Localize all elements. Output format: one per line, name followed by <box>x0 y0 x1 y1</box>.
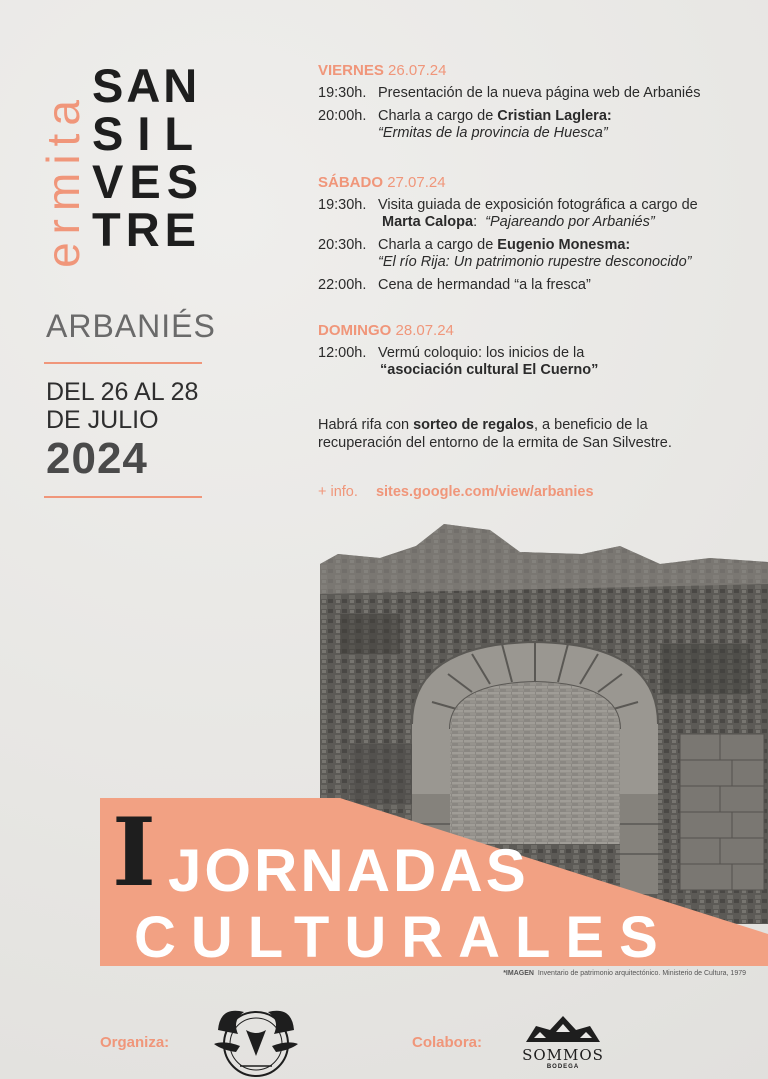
banner-line-culturales: CULTURALES <box>134 905 673 970</box>
event-time: 19:30h. <box>318 85 367 101</box>
day-heading <box>318 62 758 79</box>
organiza-label: Organiza: <box>100 1034 170 1051</box>
event-item <box>318 345 758 379</box>
colabora-label: Colabora: <box>412 1034 483 1051</box>
event-text <box>378 108 758 142</box>
event-item <box>318 277 758 294</box>
speaker-name: Eugenio Monesma: <box>497 237 631 253</box>
title-line-san: SAN <box>92 59 201 112</box>
day-date: 28.07.24 <box>395 322 454 339</box>
day-name: DOMINGO <box>318 322 392 339</box>
edition-numeral: I <box>112 798 156 908</box>
event-text <box>378 197 758 231</box>
speaker-name: Cristian Laglera: <box>497 108 612 124</box>
credit-text: Inventario de patrimonio arquitectónico. Ministerio de Cultura, 1979 <box>537 970 746 977</box>
day-date: 26.07.24 <box>388 62 447 79</box>
exhibition-title: “Pajareando por Arbaniés” <box>485 214 655 230</box>
event-pre: Charla a cargo de <box>378 237 498 253</box>
raffle-bold: sorteo de regalos <box>413 417 534 433</box>
sponsor-sub: BODEGA <box>546 1064 580 1070</box>
place-name: ARBANIÉS <box>46 308 216 344</box>
talk-title: “Ermitas de la provincia de Huesca” <box>378 125 608 141</box>
speaker-name: Marta Calopa <box>382 214 474 230</box>
talk-title: “El río Rija: Un patrimonio rupestre desconocido” <box>378 254 692 270</box>
association-name: “asociación cultural El Cuerno” <box>380 362 599 378</box>
raffle-pre: Habrá rifa con <box>318 417 414 433</box>
dates-line-2: DE JULIO <box>46 406 159 434</box>
event-pre: Charla a cargo de <box>378 108 498 124</box>
event-text <box>378 345 758 379</box>
event-time: 20:30h. <box>318 237 367 253</box>
raffle-post: , a beneficio de la recuperación del entorno de la ermita de San Silvestre. <box>318 417 672 451</box>
day-heading <box>318 174 758 191</box>
raffle-note <box>318 416 678 452</box>
event-time: 22:00h. <box>318 277 367 293</box>
event-time: 20:00h. <box>318 108 367 124</box>
el-cuerno-logo-icon <box>210 1000 302 1079</box>
day-sabado <box>318 174 758 294</box>
event-item <box>318 108 758 142</box>
day-viernes <box>318 62 758 142</box>
title-line-sil: SIL <box>92 107 208 160</box>
day-date: 27.07.24 <box>387 174 446 191</box>
event-pre: Vermú coloquio: los inicios de la <box>378 345 585 361</box>
divider-bottom <box>44 496 202 498</box>
day-name: SÁBADO <box>318 174 384 191</box>
ermita-text: ermita <box>37 92 89 268</box>
vertical-ermita-label <box>38 60 88 300</box>
title-block <box>92 59 222 256</box>
colon: : <box>473 214 478 230</box>
credit-label: *IMAGEN <box>503 970 534 977</box>
event-text <box>378 237 758 271</box>
info-label: + info. <box>318 484 358 500</box>
banner-line-jornadas: JORNADAS <box>168 837 529 904</box>
info-link[interactable]: sites.google.com/view/arbanies <box>375 484 594 500</box>
event-time: 12:00h. <box>318 345 367 361</box>
year: 2024 <box>46 434 148 483</box>
sponsor-name: SOMMOS <box>522 1046 604 1064</box>
divider-top <box>44 362 202 364</box>
event-item <box>318 85 758 102</box>
event-item <box>318 237 758 271</box>
more-info <box>318 484 594 501</box>
dates-line-1: DEL 26 AL 28 <box>46 378 199 406</box>
event-time: 19:30h. <box>318 197 367 213</box>
event-text: Cena de hermandad “a la fresca” <box>378 277 591 293</box>
title-line-ves: VES <box>92 155 205 208</box>
day-heading <box>318 322 758 339</box>
image-credit <box>503 970 746 977</box>
event-text: Presentación de la nueva página web de Arbaniés <box>378 85 701 101</box>
event-item <box>318 197 758 231</box>
title-line-tre: TRE <box>92 203 201 256</box>
day-domingo <box>318 322 758 379</box>
day-name: VIERNES <box>318 62 384 79</box>
date-range <box>46 378 198 434</box>
event-pre: Visita guiada de exposición fotográfica a cargo de <box>378 197 698 213</box>
